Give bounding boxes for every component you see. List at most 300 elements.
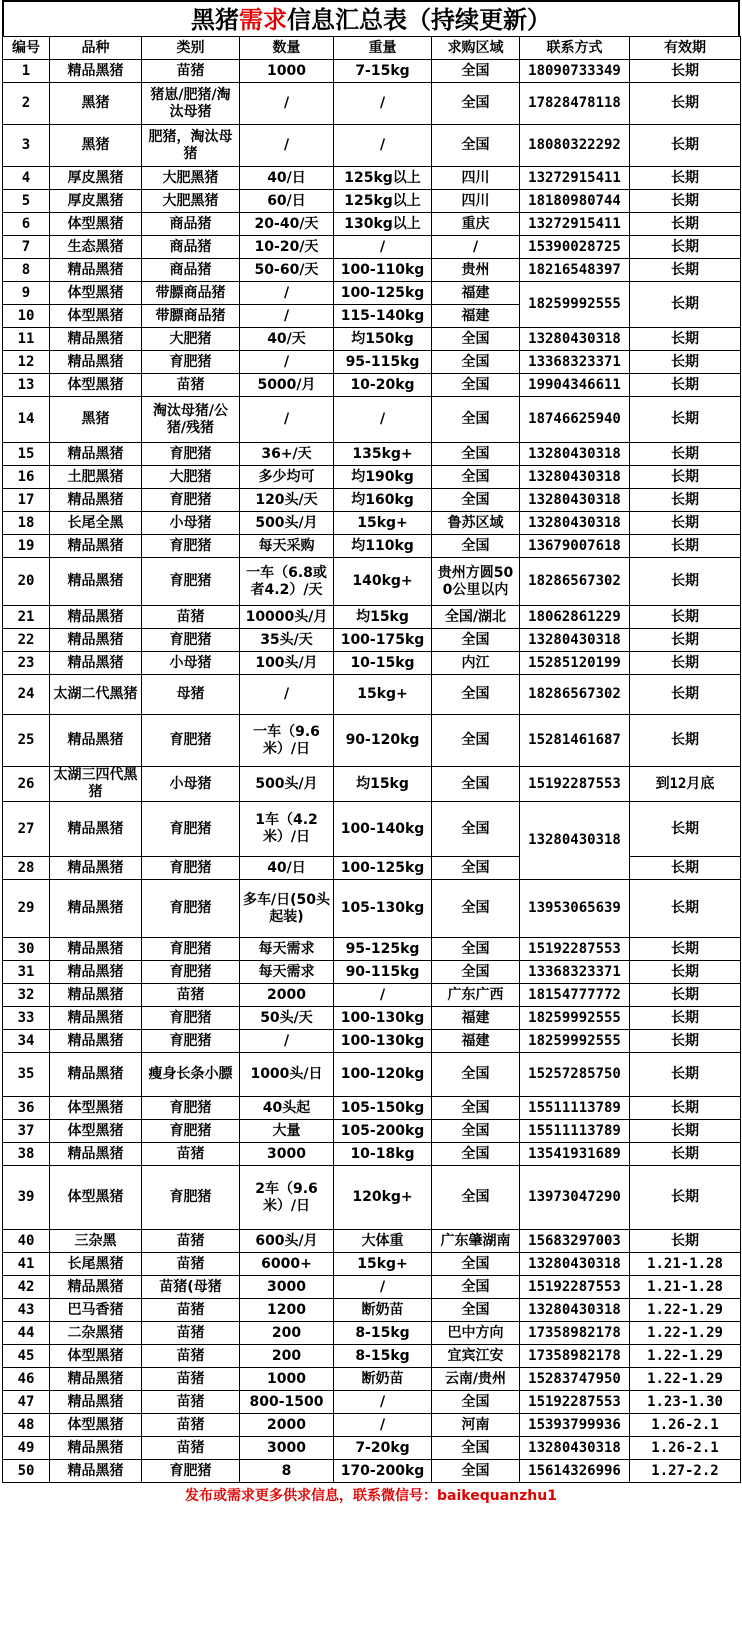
table-row	[3, 857, 741, 880]
cell-cat: 商品猪	[142, 259, 240, 282]
table-row	[3, 1276, 741, 1299]
cell-weight: 大体重	[334, 1230, 432, 1253]
cell-phone: 13272915411	[520, 167, 630, 190]
cell-cat: 育肥猪	[142, 802, 240, 857]
cell-n: 8	[3, 259, 50, 282]
cell-qty: /	[240, 1030, 334, 1053]
cell-weight: 100-110kg	[334, 259, 432, 282]
cell-weight: 断奶苗	[334, 1299, 432, 1322]
cell-phone: 18062861229	[520, 606, 630, 629]
cell-region: 全国	[432, 961, 520, 984]
cell-breed: 精品黑猪	[50, 961, 142, 984]
cell-phone: 17828478118	[520, 83, 630, 125]
cell-region: 全国	[432, 675, 520, 715]
cell-qty: 800-1500	[240, 1391, 334, 1414]
cell-region: 全国	[432, 374, 520, 397]
cell-breed: 黑猪	[50, 83, 142, 125]
cell-qty: /	[240, 675, 334, 715]
cell-qty: 一车（9.6米）/日	[240, 715, 334, 767]
cell-qty: 一车（6.8或者4.2）/天	[240, 558, 334, 606]
cell-breed: 精品黑猪	[50, 489, 142, 512]
cell-cat: 苗猪	[142, 60, 240, 83]
cell-valid: 长期	[630, 167, 741, 190]
cell-phone: 13280430318	[520, 443, 630, 466]
cell-cat: 苗猪	[142, 374, 240, 397]
cell-valid: 长期	[630, 83, 741, 125]
cell-cat: 苗猪(母猪	[142, 1276, 240, 1299]
table-row	[3, 259, 741, 282]
cell-qty: 5000/月	[240, 374, 334, 397]
cell-region: 福建	[432, 282, 520, 305]
cell-qty: 200	[240, 1322, 334, 1345]
table-row	[3, 374, 741, 397]
cell-cat: 小母猪	[142, 512, 240, 535]
cell-n: 43	[3, 1299, 50, 1322]
cell-weight: 10-20kg	[334, 374, 432, 397]
cell-breed: 精品黑猪	[50, 60, 142, 83]
cell-region: 全国	[432, 857, 520, 880]
cell-breed: 精品黑猪	[50, 802, 142, 857]
cell-qty: 1000	[240, 1368, 334, 1391]
title-part1: 黑猪	[191, 5, 239, 34]
cell-breed: 精品黑猪	[50, 443, 142, 466]
cell-weight: 100-130kg	[334, 1007, 432, 1030]
header-row	[3, 37, 741, 60]
table-row	[3, 938, 741, 961]
cell-n: 24	[3, 675, 50, 715]
cell-region: 广东广西	[432, 984, 520, 1007]
cell-region: 广东肇湖南	[432, 1230, 520, 1253]
cell-cat: 带膘商品猪	[142, 305, 240, 328]
cell-weight: 均160kg	[334, 489, 432, 512]
cell-valid: 长期	[630, 1143, 741, 1166]
cell-n: 5	[3, 190, 50, 213]
cell-weight: 90-115kg	[334, 961, 432, 984]
cell-valid: 长期	[630, 512, 741, 535]
cell-qty: 40/天	[240, 328, 334, 351]
cell-breed: 精品黑猪	[50, 1143, 142, 1166]
cell-region: 云南/贵州	[432, 1368, 520, 1391]
cell-breed: 精品黑猪	[50, 259, 142, 282]
cell-cat: 大肥黑猪	[142, 190, 240, 213]
cell-qty: 60/日	[240, 190, 334, 213]
cell-qty: 35头/天	[240, 629, 334, 652]
cell-n: 31	[3, 961, 50, 984]
header-cell: 求购区域	[432, 37, 520, 60]
cell-weight: 断奶苗	[334, 1368, 432, 1391]
cell-cat: 淘汰母猪/公猪/残猪	[142, 397, 240, 443]
cell-cat: 育肥猪	[142, 1166, 240, 1230]
table-row	[3, 1414, 741, 1437]
cell-valid: 长期	[630, 629, 741, 652]
cell-n: 23	[3, 652, 50, 675]
cell-valid: 长期	[630, 857, 741, 880]
cell-phone: 18180980744	[520, 190, 630, 213]
cell-qty: 多少均可	[240, 466, 334, 489]
cell-breed: 精品黑猪	[50, 1007, 142, 1030]
cell-breed: 精品黑猪	[50, 938, 142, 961]
cell-qty: 3000	[240, 1276, 334, 1299]
cell-breed: 体型黑猪	[50, 374, 142, 397]
cell-breed: 体型黑猪	[50, 1166, 142, 1230]
cell-valid: 长期	[630, 1007, 741, 1030]
footer-contact: 发布或需求更多供求信息，联系微信号：baikequanzhu1	[185, 1488, 557, 1504]
cell-cat: 育肥猪	[142, 1460, 240, 1483]
cell-weight: 7-20kg	[334, 1437, 432, 1460]
table-row	[3, 984, 741, 1007]
cell-valid: 长期	[630, 715, 741, 767]
cell-phone: 15614326996	[520, 1460, 630, 1483]
cell-n: 17	[3, 489, 50, 512]
cell-region: 全国	[432, 1166, 520, 1230]
cell-qty: 40头起	[240, 1097, 334, 1120]
cell-valid: 1.21-1.28	[630, 1276, 741, 1299]
cell-breed: 精品黑猪	[50, 652, 142, 675]
cell-qty: 多车/日(50头起装)	[240, 880, 334, 938]
cell-weight: /	[334, 125, 432, 167]
cell-region: 全国	[432, 1299, 520, 1322]
title-part3: 信息汇总表（持续更新）	[287, 5, 551, 34]
cell-region: 福建	[432, 305, 520, 328]
cell-region: 全国	[432, 351, 520, 374]
cell-qty: 100头/月	[240, 652, 334, 675]
cell-qty: 每天需求	[240, 938, 334, 961]
cell-phone: 17358982178	[520, 1322, 630, 1345]
cell-valid: 长期	[630, 606, 741, 629]
cell-cat: 育肥猪	[142, 1097, 240, 1120]
table-row	[3, 1007, 741, 1030]
cell-valid: 1.23-1.30	[630, 1391, 741, 1414]
cell-valid: 长期	[630, 466, 741, 489]
cell-phone: 15281461687	[520, 715, 630, 767]
cell-weight: 105-150kg	[334, 1097, 432, 1120]
cell-breed: 体型黑猪	[50, 1345, 142, 1368]
table-row	[3, 1143, 741, 1166]
cell-valid: 长期	[630, 328, 741, 351]
cell-region: /	[432, 236, 520, 259]
table-row	[3, 328, 741, 351]
cell-qty: 2000	[240, 984, 334, 1007]
cell-n: 30	[3, 938, 50, 961]
table-row	[3, 880, 741, 938]
cell-n: 9	[3, 282, 50, 305]
cell-region: 全国	[432, 1097, 520, 1120]
cell-phone: 18259992555	[520, 1030, 630, 1053]
cell-n: 40	[3, 1230, 50, 1253]
cell-breed: 精品黑猪	[50, 606, 142, 629]
header-cell: 数量	[240, 37, 334, 60]
cell-weight: 10-15kg	[334, 652, 432, 675]
cell-cat: 苗猪	[142, 1437, 240, 1460]
cell-phone: 15511113789	[520, 1120, 630, 1143]
cell-breed: 厚皮黑猪	[50, 190, 142, 213]
cell-valid: 1.22-1.29	[630, 1322, 741, 1345]
cell-valid: 长期	[630, 675, 741, 715]
cell-weight: 均110kg	[334, 535, 432, 558]
cell-qty: 40/日	[240, 857, 334, 880]
cell-phone: 15511113789	[520, 1097, 630, 1120]
cell-region: 全国	[432, 1391, 520, 1414]
cell-valid: 长期	[630, 374, 741, 397]
cell-weight: /	[334, 1276, 432, 1299]
cell-n: 42	[3, 1276, 50, 1299]
cell-cat: 苗猪	[142, 1322, 240, 1345]
cell-cat: 苗猪	[142, 1345, 240, 1368]
cell-region: 福建	[432, 1007, 520, 1030]
cell-weight: 均15kg	[334, 606, 432, 629]
cell-phone: 18154777772	[520, 984, 630, 1007]
cell-weight: 100-175kg	[334, 629, 432, 652]
cell-breed: 精品黑猪	[50, 880, 142, 938]
cell-weight: 10-18kg	[334, 1143, 432, 1166]
cell-valid: 1.22-1.29	[630, 1299, 741, 1322]
cell-weight: 7-15kg	[334, 60, 432, 83]
table-row	[3, 606, 741, 629]
cell-n: 50	[3, 1460, 50, 1483]
cell-cat: 带膘商品猪	[142, 282, 240, 305]
cell-n: 16	[3, 466, 50, 489]
cell-qty: /	[240, 351, 334, 374]
cell-region: 河南	[432, 1414, 520, 1437]
cell-n: 47	[3, 1391, 50, 1414]
table-row	[3, 489, 741, 512]
cell-valid: 长期	[630, 190, 741, 213]
cell-qty: 2车（9.6米）/日	[240, 1166, 334, 1230]
cell-cat: 育肥猪	[142, 938, 240, 961]
cell-region: 全国	[432, 83, 520, 125]
cell-n: 25	[3, 715, 50, 767]
cell-breed: 三杂黑	[50, 1230, 142, 1253]
cell-n: 2	[3, 83, 50, 125]
cell-n: 35	[3, 1053, 50, 1097]
cell-region: 全国	[432, 880, 520, 938]
cell-region: 全国	[432, 328, 520, 351]
cell-weight: 90-120kg	[334, 715, 432, 767]
cell-region: 全国	[432, 629, 520, 652]
cell-n: 33	[3, 1007, 50, 1030]
cell-breed: 厚皮黑猪	[50, 167, 142, 190]
cell-qty: 36+/天	[240, 443, 334, 466]
cell-region: 全国	[432, 1053, 520, 1097]
cell-qty: /	[240, 397, 334, 443]
cell-valid: 长期	[630, 60, 741, 83]
cell-region: 全国/湖北	[432, 606, 520, 629]
cell-breed: 巴马香猪	[50, 1299, 142, 1322]
cell-breed: 精品黑猪	[50, 1053, 142, 1097]
cell-phone: 15285120199	[520, 652, 630, 675]
cell-phone: 18746625940	[520, 397, 630, 443]
cell-valid: 长期	[630, 213, 741, 236]
cell-valid: 长期	[630, 236, 741, 259]
cell-cat: 苗猪	[142, 1253, 240, 1276]
cell-n: 45	[3, 1345, 50, 1368]
cell-weight: 125kg以上	[334, 167, 432, 190]
cell-cat: 育肥猪	[142, 558, 240, 606]
cell-n: 14	[3, 397, 50, 443]
cell-phone: 13280430318	[520, 1299, 630, 1322]
cell-region: 四川	[432, 167, 520, 190]
table-row	[3, 715, 741, 767]
cell-weight: 100-125kg	[334, 282, 432, 305]
cell-weight: 105-200kg	[334, 1120, 432, 1143]
cell-weight: 135kg+	[334, 443, 432, 466]
cell-phone: 13280430318	[520, 489, 630, 512]
cell-n: 39	[3, 1166, 50, 1230]
cell-phone: 13280430318	[520, 328, 630, 351]
cell-phone: 18259992555	[520, 1007, 630, 1030]
cell-phone: 19904346611	[520, 374, 630, 397]
cell-breed: 精品黑猪	[50, 1276, 142, 1299]
table-row	[3, 167, 741, 190]
cell-phone: 18080322292	[520, 125, 630, 167]
cell-breed: 体型黑猪	[50, 282, 142, 305]
cell-cat: 育肥猪	[142, 857, 240, 880]
cell-phone: 13280430318	[520, 1437, 630, 1460]
cell-phone: 13280430318	[520, 512, 630, 535]
cell-cat: 育肥猪	[142, 961, 240, 984]
cell-n: 41	[3, 1253, 50, 1276]
cell-qty: 2000	[240, 1414, 334, 1437]
table-row	[3, 1299, 741, 1322]
cell-n: 27	[3, 802, 50, 857]
table-row	[3, 1097, 741, 1120]
table-row	[3, 767, 741, 802]
header-cell: 重量	[334, 37, 432, 60]
cell-qty: 40/日	[240, 167, 334, 190]
table-row	[3, 397, 741, 443]
table-row	[3, 675, 741, 715]
cell-qty: 8	[240, 1460, 334, 1483]
cell-region: 全国	[432, 1276, 520, 1299]
cell-region: 内江	[432, 652, 520, 675]
cell-cat: 苗猪	[142, 1368, 240, 1391]
cell-region: 全国	[432, 1120, 520, 1143]
cell-region: 全国	[432, 466, 520, 489]
cell-phone: 18286567302	[520, 558, 630, 606]
cell-valid: 长期	[630, 1053, 741, 1097]
cell-breed: 精品黑猪	[50, 351, 142, 374]
cell-qty: 1车（4.2米）/日	[240, 802, 334, 857]
cell-weight: 125kg以上	[334, 190, 432, 213]
cell-phone: 13280430318	[520, 802, 630, 880]
cell-cat: 大肥猪	[142, 466, 240, 489]
table-row	[3, 1391, 741, 1414]
table-row	[3, 1368, 741, 1391]
table-row	[3, 190, 741, 213]
cell-region: 贵州方圆500公里以内	[432, 558, 520, 606]
cell-valid: 1.26-2.1	[630, 1437, 741, 1460]
cell-n: 32	[3, 984, 50, 1007]
cell-phone: 18259992555	[520, 282, 630, 328]
cell-n: 46	[3, 1368, 50, 1391]
cell-cat: 苗猪	[142, 1391, 240, 1414]
cell-region: 全国	[432, 802, 520, 857]
cell-weight: 8-15kg	[334, 1345, 432, 1368]
cell-phone: 13541931689	[520, 1143, 630, 1166]
cell-cat: 肥猪，淘汰母猪	[142, 125, 240, 167]
cell-qty: 大量	[240, 1120, 334, 1143]
cell-weight: 15kg+	[334, 1253, 432, 1276]
demand-table	[2, 36, 741, 1483]
cell-phone: 13272915411	[520, 213, 630, 236]
cell-n: 21	[3, 606, 50, 629]
cell-phone: 17358982178	[520, 1345, 630, 1368]
cell-cat: 瘦身长条小膘	[142, 1053, 240, 1097]
cell-phone: 18216548397	[520, 259, 630, 282]
cell-weight: 均190kg	[334, 466, 432, 489]
cell-n: 10	[3, 305, 50, 328]
cell-cat: 育肥猪	[142, 629, 240, 652]
cell-phone: 13368323371	[520, 351, 630, 374]
cell-n: 3	[3, 125, 50, 167]
table-row	[3, 60, 741, 83]
table-row	[3, 282, 741, 305]
cell-qty: 1200	[240, 1299, 334, 1322]
table-row	[3, 351, 741, 374]
cell-valid: 长期	[630, 1097, 741, 1120]
cell-breed: 长尾全黑	[50, 512, 142, 535]
cell-n: 38	[3, 1143, 50, 1166]
cell-breed: 太湖二代黑猪	[50, 675, 142, 715]
table-row	[3, 802, 741, 857]
cell-qty: 200	[240, 1345, 334, 1368]
cell-valid: 1.22-1.29	[630, 1368, 741, 1391]
cell-qty: /	[240, 305, 334, 328]
cell-cat: 苗猪	[142, 606, 240, 629]
cell-qty: 3000	[240, 1437, 334, 1460]
cell-qty: 20-40/天	[240, 213, 334, 236]
cell-region: 巴中方向	[432, 1322, 520, 1345]
cell-weight: 100-140kg	[334, 802, 432, 857]
cell-region: 鲁苏区域	[432, 512, 520, 535]
cell-region: 宜宾江安	[432, 1345, 520, 1368]
cell-qty: 500头/月	[240, 767, 334, 802]
cell-phone: 18090733349	[520, 60, 630, 83]
cell-qty: 50头/天	[240, 1007, 334, 1030]
cell-weight: 95-125kg	[334, 938, 432, 961]
table-row	[3, 558, 741, 606]
table-row	[3, 629, 741, 652]
table-body	[3, 60, 741, 1483]
cell-n: 26	[3, 767, 50, 802]
cell-weight: /	[334, 1414, 432, 1437]
cell-valid: 长期	[630, 880, 741, 938]
cell-cat: 苗猪	[142, 1143, 240, 1166]
table-row	[3, 466, 741, 489]
cell-weight: 140kg+	[334, 558, 432, 606]
cell-weight: 170-200kg	[334, 1460, 432, 1483]
cell-valid: 长期	[630, 1120, 741, 1143]
cell-phone: 15393799936	[520, 1414, 630, 1437]
cell-valid: 长期	[630, 489, 741, 512]
cell-weight: /	[334, 83, 432, 125]
cell-region: 四川	[432, 190, 520, 213]
cell-region: 全国	[432, 938, 520, 961]
cell-n: 28	[3, 857, 50, 880]
cell-weight: 均150kg	[334, 328, 432, 351]
cell-breed: 精品黑猪	[50, 1391, 142, 1414]
cell-weight: 130kg以上	[334, 213, 432, 236]
cell-cat: 苗猪	[142, 1230, 240, 1253]
cell-weight: /	[334, 397, 432, 443]
table-row	[3, 1230, 741, 1253]
header-cell: 联系方式	[520, 37, 630, 60]
cell-phone: 15192287553	[520, 767, 630, 802]
cell-cat: 育肥猪	[142, 489, 240, 512]
cell-valid: 长期	[630, 652, 741, 675]
cell-breed: 生态黑猪	[50, 236, 142, 259]
cell-cat: 育肥猪	[142, 880, 240, 938]
